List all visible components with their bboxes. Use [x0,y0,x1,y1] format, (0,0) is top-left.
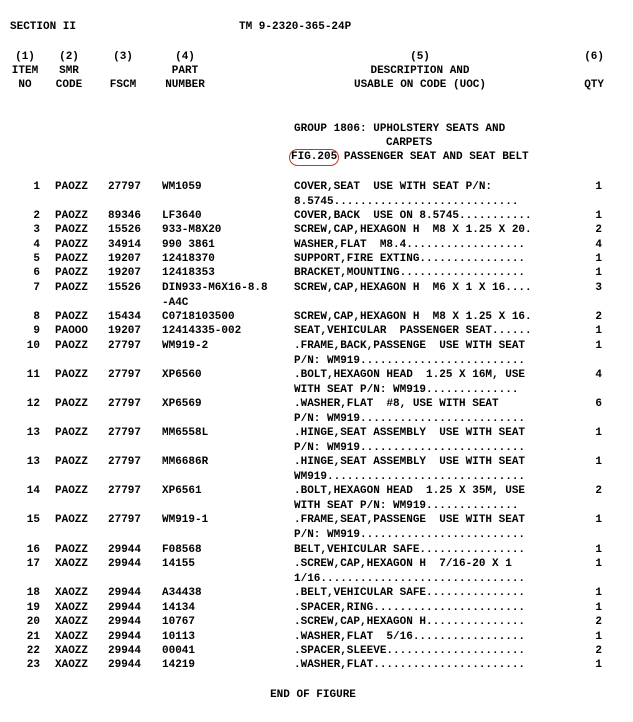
tm-number: TM 9-2320-365-24P [239,21,352,33]
part-number: DIN933-M6X16-8.8 [162,282,268,294]
col-part-label: PART [171,65,199,77]
description-cont: WITH SEAT P/N: WM919.............. [294,383,519,396]
smr-code: PAOZZ [55,267,89,279]
part-number: XP6561 [162,485,202,497]
description: COVER,SEAT USE WITH SEAT P/N: [294,181,493,193]
fscm-code: 27797 [108,514,142,526]
part-number: 12414335-002 [162,325,242,337]
description-cont: 1/16............................... [294,572,526,585]
qty-value: 1 [595,267,602,279]
item-number: 20 [26,616,40,628]
description: .SPACER,RING....................... [294,602,526,614]
description: .SCREW,CAP,HEXAGON H 7/16-20 X 1 [294,558,512,570]
description: SCREW,CAP,HEXAGON H M8 X 1.25 X 20. [294,224,532,236]
smr-code: PAOZZ [55,282,89,294]
qty-value: 1 [595,253,602,265]
smr-code: PAOZZ [55,253,89,265]
col-desc-label: DESCRIPTION AND [370,65,470,77]
smr-code: PAOZZ [55,340,89,352]
fscm-code: 19207 [108,253,142,265]
qty-value: 3 [595,282,602,294]
description: SCREW,CAP,HEXAGON H M8 X 1.25 X 16. [294,311,532,323]
fscm-code: 89346 [108,210,142,222]
qty-value: 4 [595,369,602,381]
description: WASHER,FLAT M8.4.................. [294,239,526,251]
qty-value: 2 [595,616,602,628]
description: .SCREW,CAP,HEXAGON H............... [294,616,526,628]
qty-value: 1 [595,558,602,570]
item-number: 11 [26,369,40,381]
qty-value: 1 [595,602,602,614]
item-number: 9 [33,325,40,337]
col-item-label: ITEM [11,65,39,77]
description: BRACKET,MOUNTING................... [294,267,526,279]
col-item-label2: NO [18,79,32,91]
qty-value: 4 [595,239,602,251]
part-number: 12418353 [162,267,215,279]
smr-code: PAOZZ [55,369,89,381]
qty-value: 1 [595,181,602,193]
part-number: WM1059 [162,181,202,193]
qty-value: 1 [595,544,602,556]
item-number: 10 [26,340,40,352]
fscm-code: 34914 [108,239,142,251]
fscm-code: 29944 [108,544,142,556]
description: .FRAME,BACK,PASSENGE USE WITH SEAT [294,340,526,352]
item-number: 13 [26,427,40,439]
description-cont: P/N: WM919......................... [294,412,526,425]
description-cont: P/N: WM919......................... [294,354,526,367]
item-number: 18 [26,587,40,599]
fscm-code: 27797 [108,427,142,439]
qty-value: 1 [595,427,602,439]
section-label: SECTION II [10,21,77,33]
fscm-code: 27797 [108,369,142,381]
smr-code: XAOZZ [55,558,89,570]
smr-code: PAOZZ [55,181,89,193]
part-number: F08568 [162,544,202,556]
smr-code: PAOZZ [55,239,89,251]
figure-number: FIG.205 [289,149,339,166]
fscm-code: 27797 [108,485,142,497]
smr-code: PAOZZ [55,398,89,410]
smr-code: PAOZZ [55,456,89,468]
item-number: 17 [26,558,40,570]
smr-code: XAOZZ [55,645,89,657]
item-number: 13 [26,456,40,468]
description: SCREW,CAP,HEXAGON H M6 X 1 X 16.... [294,282,532,294]
qty-value: 2 [595,485,602,497]
part-number: 00041 [162,645,196,657]
part-number: 12418370 [162,253,215,265]
fscm-code: 29944 [108,631,142,643]
item-number: 6 [33,267,40,279]
qty-value: 6 [595,398,602,410]
smr-code: PAOZZ [55,311,89,323]
description: .BELT,VEHICULAR SAFE............... [294,587,526,599]
part-number: 10113 [162,631,196,643]
description: .BOLT,HEXAGON HEAD 1.25 X 16M, USE [294,369,526,381]
col-smr-num: (2) [59,51,79,63]
fscm-code: 29944 [108,602,142,614]
description: BELT,VEHICULAR SAFE................ [294,544,526,556]
item-number: 2 [33,210,40,222]
description: .SPACER,SLEEVE..................... [294,645,526,657]
col-fscm-num: (3) [113,51,133,63]
item-number: 21 [26,631,40,643]
col-qty-label: QTY [584,79,604,91]
part-number: 14155 [162,558,196,570]
fscm-code: 19207 [108,325,142,337]
smr-code: PAOZZ [55,224,89,236]
col-part-label2: NUMBER [165,79,205,91]
item-number: 23 [26,659,40,671]
part-number: XP6560 [162,369,202,381]
smr-code: PAOZZ [55,544,89,556]
fscm-code: 15526 [108,224,142,236]
item-number: 14 [26,485,40,497]
qty-value: 1 [595,587,602,599]
fscm-code: 19207 [108,267,142,279]
item-number: 3 [33,224,40,236]
description: .HINGE,SEAT ASSEMBLY USE WITH SEAT [294,456,526,468]
part-number: 933-M8X20 [162,224,222,236]
fscm-code: 29944 [108,558,142,570]
qty-value: 2 [595,645,602,657]
smr-code: PAOZZ [55,514,89,526]
item-number: 15 [26,514,40,526]
description: .FRAME,SEAT,PASSENGE USE WITH SEAT [294,514,526,526]
part-number: LF3640 [162,210,202,222]
qty-value: 1 [595,631,602,643]
description-cont: P/N: WM919......................... [294,528,526,541]
item-number: 22 [26,645,40,657]
item-number: 19 [26,602,40,614]
smr-code: PAOOO [55,325,89,337]
end-of-figure: END OF FIGURE [270,689,356,701]
description: .HINGE,SEAT ASSEMBLY USE WITH SEAT [294,427,526,439]
col-desc-label2: USABLE ON CODE (UOC) [353,79,487,91]
fscm-code: 29944 [108,645,142,657]
description: COVER,BACK USE ON 8.5745........... [294,210,532,222]
description: SEAT,VEHICULAR PASSENGER SEAT...... [294,325,532,337]
fscm-code: 15434 [108,311,142,323]
description-cont: 8.5745............................ [294,195,519,208]
qty-value: 2 [595,311,602,323]
smr-code: XAOZZ [55,602,89,614]
fscm-code: 27797 [108,340,142,352]
fscm-code: 29944 [108,659,142,671]
col-fscm-label: FSCM [109,79,137,91]
smr-code: XAOZZ [55,659,89,671]
fscm-code: 27797 [108,398,142,410]
part-number: XP6569 [162,398,202,410]
part-number: 14134 [162,602,196,614]
figure-caption: PASSENGER SEAT AND SEAT BELT [337,151,529,163]
col-smr-label2: CODE [55,79,83,91]
description: SUPPORT,FIRE EXTING................ [294,253,526,265]
smr-code: XAOZZ [55,616,89,628]
description: .WASHER,FLAT #8, USE WITH SEAT [294,398,499,410]
fscm-code: 29944 [108,587,142,599]
part-number: 14219 [162,659,196,671]
col-smr-label: SMR [59,65,79,77]
part-number: WM919-1 [162,514,209,526]
item-number: 1 [33,181,40,193]
col-item-num: (1) [15,51,35,63]
part-number: MM6686R [162,456,209,468]
qty-value: 1 [595,210,602,222]
qty-value: 1 [595,659,602,671]
description: .BOLT,HEXAGON HEAD 1.25 X 35M, USE [294,485,526,497]
smr-code: PAOZZ [55,210,89,222]
smr-code: PAOZZ [55,427,89,439]
qty-value: 2 [595,224,602,236]
description-cont: P/N: WM919......................... [294,441,526,454]
fscm-code: 27797 [108,456,142,468]
fscm-code: 29944 [108,616,142,628]
item-number: 16 [26,544,40,556]
group-title-cont: CARPETS [386,137,433,149]
description-cont: WM919.............................. [294,470,526,483]
part-number: MM6558L [162,427,209,439]
col-desc-num: (5) [410,51,430,63]
col-qty-num: (6) [584,51,604,63]
part-number: WM919-2 [162,340,209,352]
part-number: 990 3861 [162,239,215,251]
qty-value: 1 [595,340,602,352]
part-number: A34438 [162,587,202,599]
item-number: 7 [33,282,40,294]
group-title: GROUP 1806: UPHOLSTERY SEATS AND [294,123,506,135]
fscm-code: 27797 [108,181,142,193]
part-number-cont: -A4C [162,296,189,309]
qty-value: 1 [595,514,602,526]
description-cont: WITH SEAT P/N: WM919.............. [294,499,519,512]
qty-value: 1 [595,325,602,337]
part-number: C0718103500 [162,311,235,323]
description: .WASHER,FLAT....................... [294,659,526,671]
item-number: 8 [33,311,40,323]
item-number: 5 [33,253,40,265]
figure-title [291,150,529,165]
fscm-code: 15526 [108,282,142,294]
item-number: 4 [33,239,40,251]
item-number: 12 [26,398,40,410]
smr-code: PAOZZ [55,485,89,497]
qty-value: 1 [595,456,602,468]
smr-code: XAOZZ [55,631,89,643]
smr-code: XAOZZ [55,587,89,599]
part-number: 10767 [162,616,196,628]
col-part-num: (4) [175,51,195,63]
description: .WASHER,FLAT 5/16................. [294,631,526,643]
